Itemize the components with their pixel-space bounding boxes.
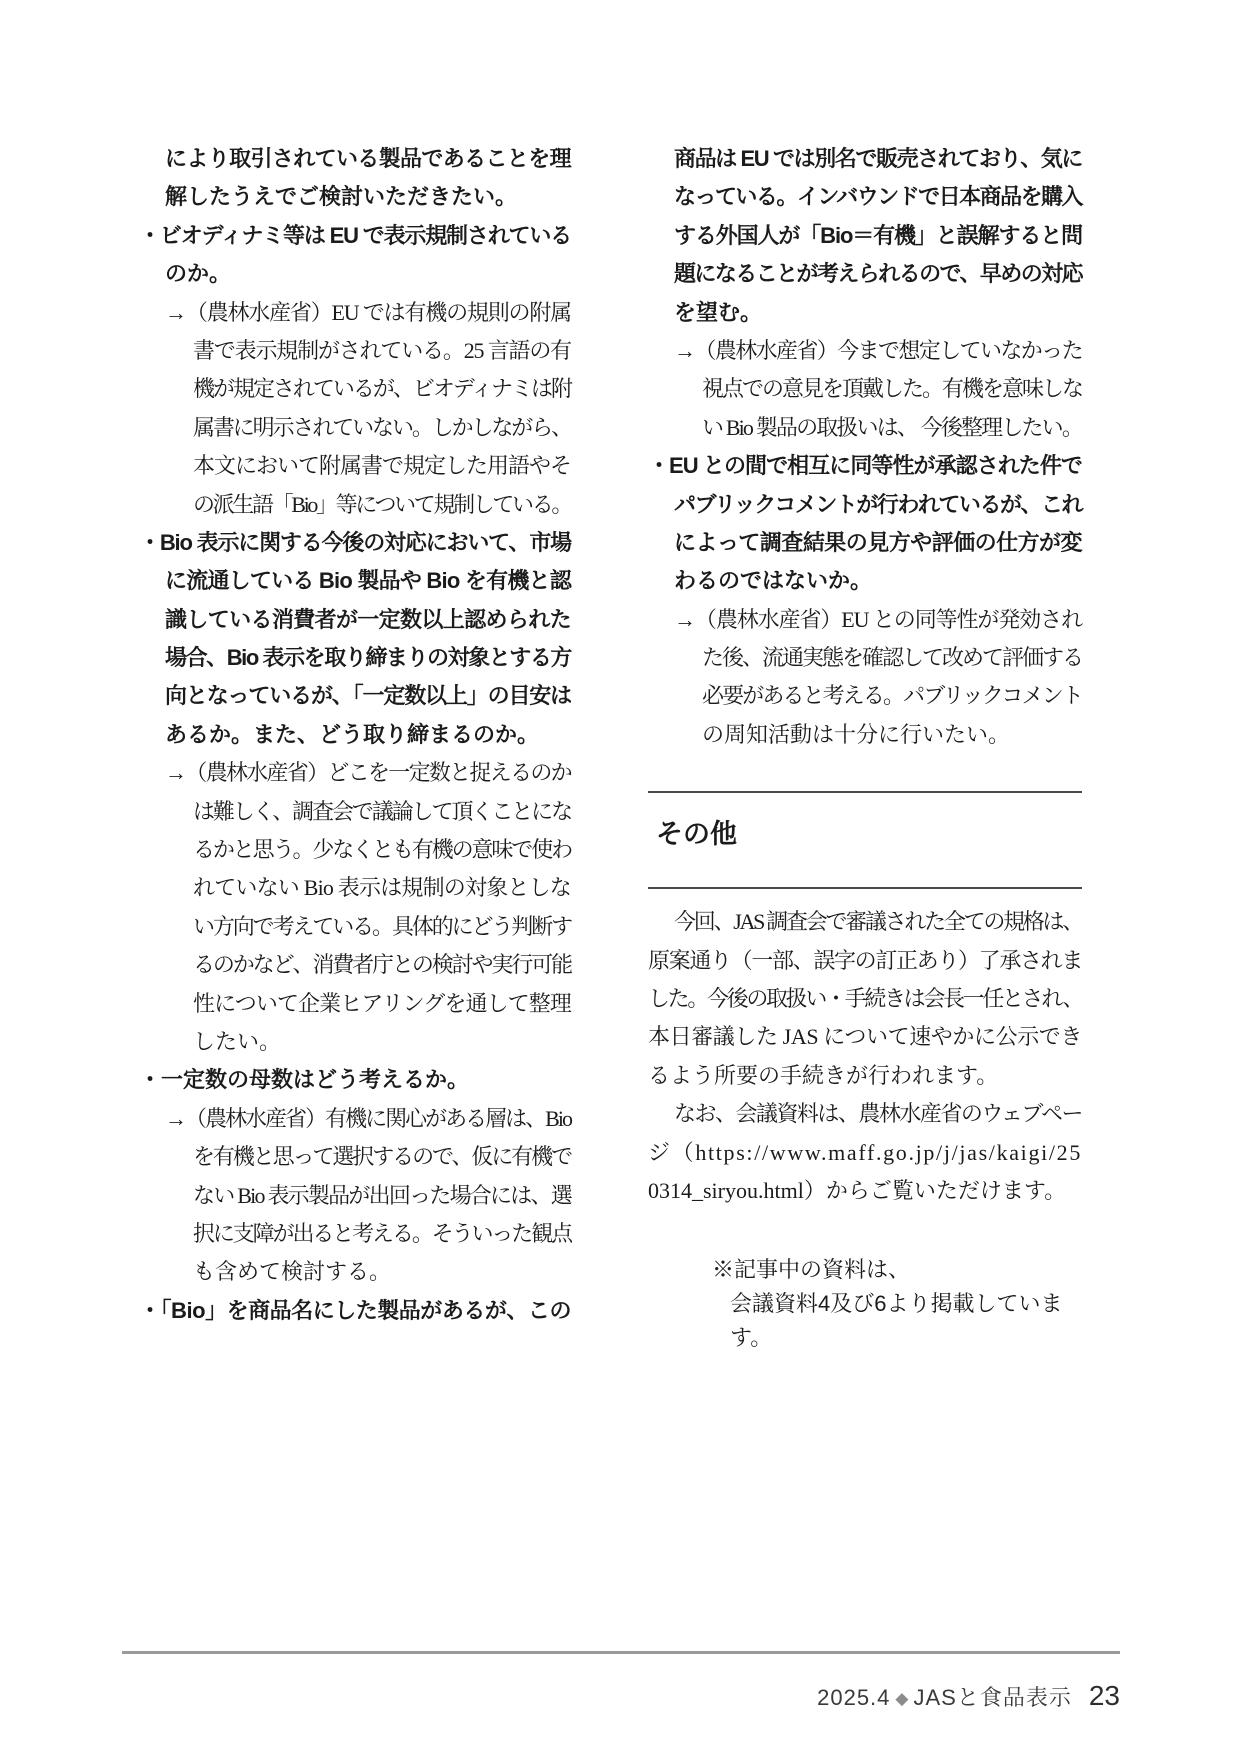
footer-issue-date: 2025.4 [817,1685,891,1710]
text-line: あるか。また、どう取り締まるのか。 [165,721,540,747]
source-note [648,1253,1082,1355]
text-line: れていない Bio 表示は規制の対象としな [193,875,571,901]
text-line: した。今後の取扱い・手続きは会長一任とされ、 [648,986,1082,1012]
text-line: ・Bio 表示に関する今後の対応において、市場 [139,529,571,555]
text-line: 択に支障が出ると考える。そういった観点 [193,1220,571,1246]
text-line: ・一定数の母数はどう考えるか。 [139,1067,470,1093]
right-column-text [648,140,1082,754]
section-heading: その他 [656,819,737,850]
text-line: パブリックコメントが行われているが、これ [674,491,1082,517]
text-line: →（農林水産省）EU では有機の規則の附属 [165,299,571,325]
note-line-2: 会議資料4及び6より掲載しています。 [730,1291,1063,1351]
text-line: →（農林水産省）今まで想定していなかった [674,337,1082,363]
text-line: する外国人が「Bio＝有機」と誤解すると問 [674,222,1082,248]
text-line: の周知活動は十分に行いたい。 [702,721,1011,747]
text-line: 性について企業ヒアリングを通して整理 [193,990,571,1016]
text-line: 本文において附属書で規定した用語やそ [193,453,571,479]
text-line: るかと思う。少なくとも有機の意味で使わ [193,837,571,863]
section-divider-top [648,791,1082,793]
text-line: 機が規定されているが、ビオディナミは附 [193,376,571,402]
text-line: 向となっているが、「一定数以上」の目安は [165,683,571,709]
text-line: るのかなど、消費者庁との検討や実行可能 [193,952,571,978]
text-line: ・ビオディナミ等は EU で表示規制されている [139,222,571,248]
text-line: るよう所要の手続きが行われます。 [648,1062,999,1088]
text-line: したい。 [193,1028,282,1054]
text-line: 解したうえでご検討いただきたい。 [165,184,518,210]
text-line: の派生語「Bio」等について規制している。 [193,491,571,517]
text-line: 原案通り（一部、誤字の訂正あり）了承されま [648,947,1082,973]
text-line: た後、流通実態を確認して改めて評価する [702,645,1082,671]
text-line: ・「Bio」を商品名にした製品があるが、この [139,1297,571,1323]
text-line: →（農林水産省）EU との同等性が発効され [674,606,1082,632]
text-line: も含めて検討する。 [193,1259,392,1285]
footer-journal-title: JASと食品表示 [913,1685,1072,1710]
text-line: ない Bio 表示製品が出回った場合には、選 [193,1182,571,1208]
footer-rule [122,1651,1120,1654]
text-line: 商品は EU では別名で販売されており、気に [674,146,1082,171]
text-line: を望む。 [674,299,763,325]
text-line: 0314_siryou.html）からご覧いただけます。 [648,1177,1067,1203]
text-line: により取引されている製品であることを理 [165,146,571,171]
footer-page-number: 23 [1088,1680,1120,1711]
section-body [648,903,1082,1210]
text-line: →（農林水産省）どこを一定数と捉えるのか [165,760,571,786]
text-line: い方向で考えている。具体的にどう判断す [193,913,571,939]
text-line: 必要があると考える。パブリックコメント [702,683,1082,709]
text-line: わるのではないか。 [674,568,873,594]
text-line: →（農林水産省）有機に関心がある層は、Bio [165,1105,571,1131]
text-line: 場合、Bio 表示を取り締まりの対象とする方 [165,645,571,671]
text-line: 題になることが考えられるので、早めの対応 [674,261,1082,287]
text-line: ・EU との間で相互に同等性が承認された件で [648,453,1082,479]
text-line: ジ（https://www.maff.go.jp/j/jas/kaigi/25 [648,1139,1082,1165]
text-line: 今回、JAS 調査会で審議された全ての規格は、 [674,909,1082,935]
text-line: 識している消費者が一定数以上認められた [165,606,571,632]
text-line: 本日審議した JAS について速やかに公示でき [648,1024,1082,1050]
text-line: い Bio 製品の取扱いは、 今後整理したい。 [702,414,1082,440]
text-line: なお、会議資料は、農林水産省のウェブペー [674,1101,1082,1127]
text-line: 視点での意見を頂戴した。有機を意味しな [702,376,1082,402]
text-line: なっている。インバウンドで日本商品を購入 [674,184,1082,210]
right-column [648,140,1082,1355]
text-line: は難しく、調査会で議論して頂くことにな [193,798,571,824]
text-line: に流通している Bio 製品や Bio を有機と認 [165,568,571,594]
section-divider-bottom [648,887,1082,889]
text-line: を有機と思って選択するので、仮に有機で [193,1144,571,1170]
note-line-1: ※記事中の資料は、 [712,1257,911,1283]
text-line: 属書に明示されていない。しかしながら、 [193,414,571,440]
text-line: 書で表示規制がされている。25 言語の有 [193,337,571,363]
left-column [139,140,571,1330]
diamond-icon: ◆ [895,1689,909,1708]
footer [817,1680,1120,1712]
text-line: によって調査結果の見方や評価の仕方が変 [674,529,1082,555]
text-line: のか。 [165,261,232,287]
